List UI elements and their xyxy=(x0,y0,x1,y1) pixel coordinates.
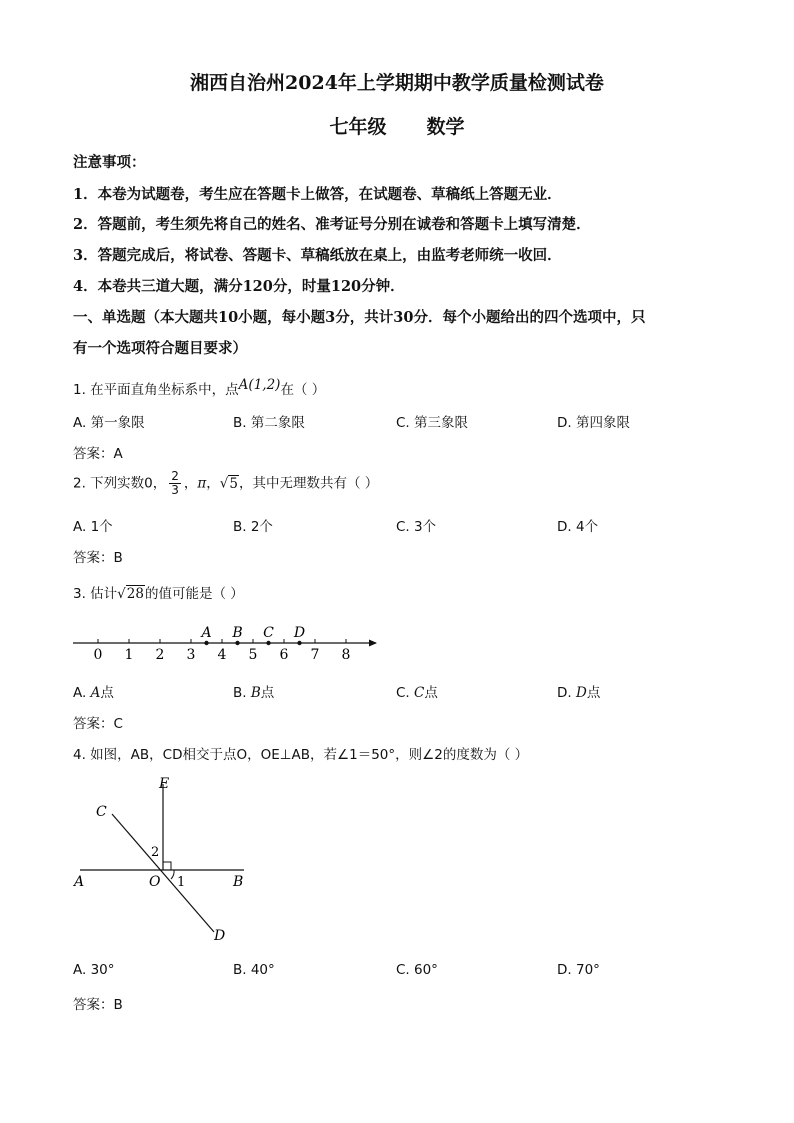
q3-option-c-unit: 点 xyxy=(424,685,438,701)
number-line-point xyxy=(266,641,270,645)
label-o: O xyxy=(149,874,161,890)
note-item-1: 1．本卷为试题卷，考生应在答题卡上做答，在试题卷、草稿纸上答题无业． xyxy=(73,186,562,203)
question-2 xyxy=(73,470,378,497)
number-line-tick-label: 3 xyxy=(186,647,196,663)
q1-option-b: B. 第二象限 xyxy=(233,415,305,431)
grade-label: 七年级 xyxy=(329,116,387,138)
q3-option-a xyxy=(73,681,114,701)
q3-option-d-letter: D. xyxy=(557,685,572,701)
q1-answer: 答案：A xyxy=(73,446,123,462)
label-d: D xyxy=(214,928,226,944)
number-line-tick-label: 1 xyxy=(124,647,134,663)
q2-fraction xyxy=(169,470,181,497)
q3-option-a-unit: 点 xyxy=(100,685,114,701)
number-line-arrow xyxy=(369,640,377,647)
q1-option-a: A. 第一象限 xyxy=(73,415,145,431)
note-item-2: 2．答题前，考生须先将自己的姓名、准考证号分别在诚卷和答题卡上填写清楚． xyxy=(73,216,591,233)
q3-option-b-var: B xyxy=(250,685,261,701)
q3-sqrt-sign: √ xyxy=(117,586,126,602)
q2-frac-num: 2 xyxy=(171,469,179,483)
q2-answer: 答案：B xyxy=(73,550,123,566)
q2-suffix: ，其中无理数共有（ ） xyxy=(238,475,379,492)
q1-suffix: 在（ ） xyxy=(280,382,326,398)
number-line-point-label: D xyxy=(293,625,306,641)
q2-sep1: ， xyxy=(183,475,198,492)
number-line-point-label: B xyxy=(232,625,243,641)
q3-prefix: 3. 估计 xyxy=(73,586,118,602)
geometry-figure xyxy=(68,772,258,947)
angle-1-arc xyxy=(171,870,174,879)
q3-option-b-unit: 点 xyxy=(260,685,275,701)
q3-option-b-letter: B. xyxy=(233,685,247,701)
q2-option-c: C. 3个 xyxy=(396,519,437,535)
exam-title: 湘西自治州2024年上学期期中教学质量检测试卷 xyxy=(190,72,604,94)
number-line-point-label: A xyxy=(201,625,212,641)
question-1 xyxy=(73,378,325,398)
label-c: C xyxy=(96,804,107,820)
q2-option-a: A. 1个 xyxy=(73,519,113,535)
q3-suffix: 的值可能是（ ） xyxy=(144,586,244,602)
number-line-points xyxy=(199,625,305,645)
q4-option-c: C. 60° xyxy=(396,962,438,978)
right-angle-mark xyxy=(163,862,171,870)
notes-heading: 注意事项： xyxy=(73,154,146,171)
q4-option-d: D. 70° xyxy=(557,962,600,978)
q4-option-a: A. 30° xyxy=(73,962,115,978)
q3-option-a-letter: A. xyxy=(73,685,87,701)
q1-prefix: 1. 在平面直角坐标系中，点 xyxy=(73,382,239,398)
number-line-point xyxy=(297,641,301,645)
number-line-tick-label: 5 xyxy=(248,647,258,663)
q1-point: A(1,2) xyxy=(238,377,281,393)
number-line-point xyxy=(204,641,208,645)
question-3 xyxy=(73,582,244,602)
number-line xyxy=(70,618,390,668)
q2-sqrt-sign: √ xyxy=(219,475,229,492)
q4-option-b: B. 40° xyxy=(233,962,275,978)
q3-option-d xyxy=(557,681,600,701)
label-e: E xyxy=(159,776,170,792)
number-line-point-label: C xyxy=(263,625,274,641)
label-a: A xyxy=(74,874,85,890)
q3-sqrt-value: 28 xyxy=(126,586,144,602)
q4-answer: 答案：B xyxy=(73,997,123,1013)
q2-option-d: D. 4个 xyxy=(557,519,599,535)
q2-pi: π xyxy=(197,475,207,492)
number-line-tick-label: 4 xyxy=(217,647,227,663)
q2-sep2: ， xyxy=(206,475,220,492)
q3-option-c xyxy=(396,681,438,701)
q3-option-b xyxy=(233,681,274,701)
q1-option-c: C. 第三象限 xyxy=(396,415,469,431)
q3-option-c-letter: C. xyxy=(396,685,410,701)
number-line-tick-label: 6 xyxy=(279,647,289,663)
label-b: B xyxy=(233,874,244,890)
q3-option-a-var: A xyxy=(90,685,101,701)
q2-sqrt-value: 5 xyxy=(229,475,238,492)
note-item-3: 3．答题完成后，将试卷、答题卡、草稿纸放在桌上，由监考老师统一收回． xyxy=(73,247,562,264)
q3-option-c-var: C xyxy=(414,685,425,701)
q3-answer: 答案：C xyxy=(73,716,123,732)
q2-frac-den: 3 xyxy=(171,483,179,497)
q1-option-d: D. 第四象限 xyxy=(557,415,630,431)
note-item-4: 4．本卷共三道大题，满分120分，时量120分钟． xyxy=(73,278,405,295)
number-line-tick-label: 8 xyxy=(341,647,351,663)
q3-sqrt xyxy=(117,585,145,602)
exam-subtitle xyxy=(0,112,794,139)
q3-option-d-unit: 点 xyxy=(586,685,601,701)
q3-option-d-var: D xyxy=(575,685,587,701)
number-line-tick-label: 7 xyxy=(310,647,320,663)
section-heading-line2: 有一个选项符合题目要求） xyxy=(73,340,247,357)
number-line-point xyxy=(235,641,239,645)
q2-option-b: B. 2个 xyxy=(233,519,273,535)
label-angle-1: 1 xyxy=(177,875,186,890)
number-line-tick-label: 0 xyxy=(93,647,103,663)
question-4: 4. 如图，AB，CD相交于点O，OE⊥AB，若∠1＝50°，则∠2的度数为（ ） xyxy=(73,747,529,763)
label-angle-2: 2 xyxy=(151,845,160,860)
q2-sqrt xyxy=(220,475,239,492)
subject-label: 数学 xyxy=(426,116,465,138)
section-heading-line1: 一、单选题（本大题共10小题，每小题3分，共计30分．每个小题给出的四个选项中，只 xyxy=(73,309,646,326)
number-line-tick-label: 2 xyxy=(155,647,165,663)
q2-prefix: 2. 下列实数0， xyxy=(73,475,167,492)
